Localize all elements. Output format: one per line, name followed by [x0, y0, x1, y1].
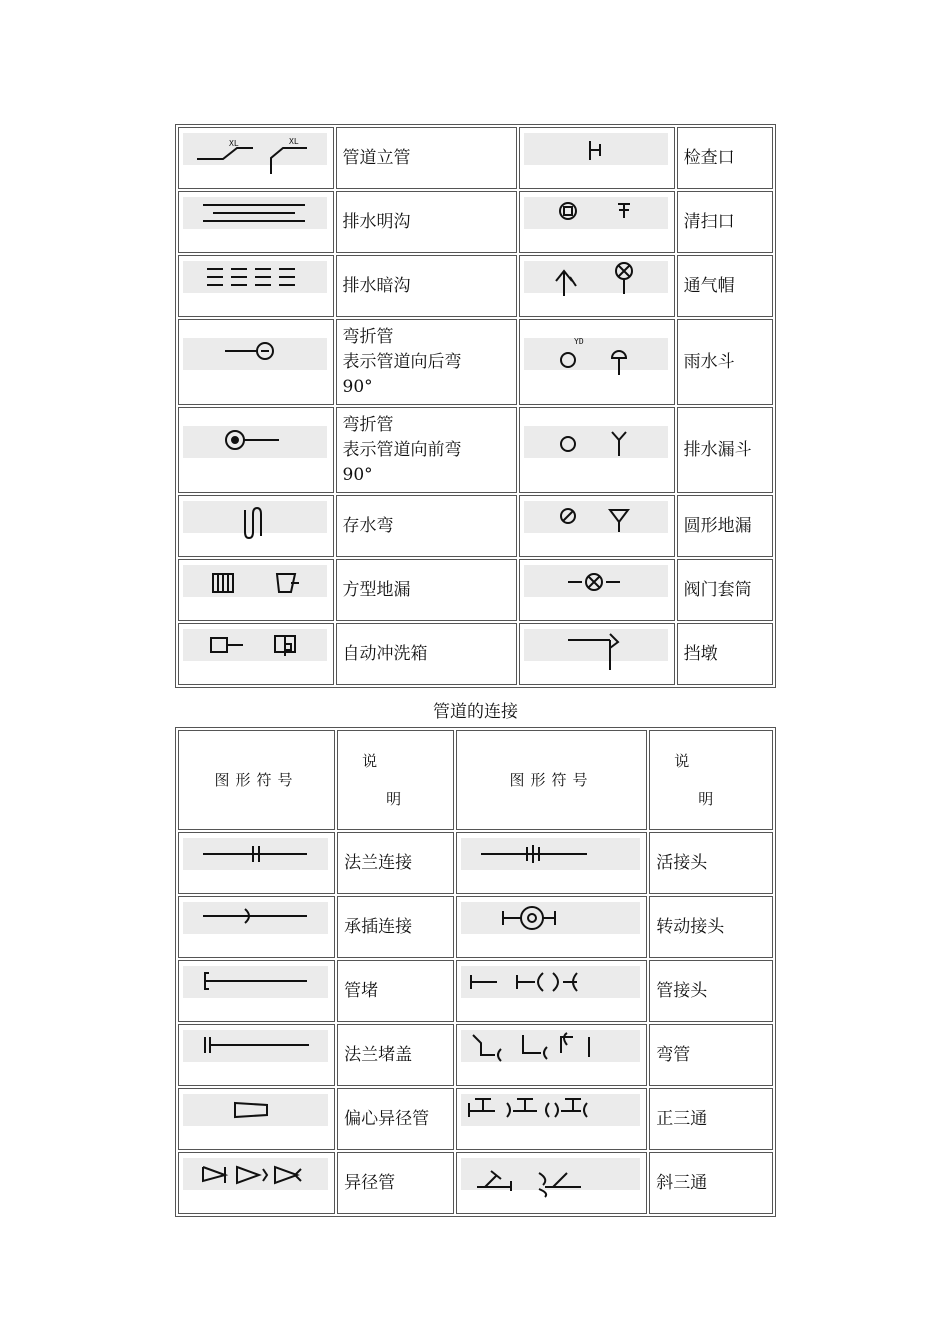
elbow-icon: [457, 1025, 646, 1087]
square-drain-symbol: [178, 559, 334, 621]
flange-cap-symbol: [178, 1024, 335, 1086]
svg-text:XL: XL: [229, 139, 239, 148]
socket-symbol: [178, 896, 335, 958]
plug-symbol: [178, 960, 335, 1022]
pipe-connection-table: [175, 727, 776, 1217]
round-drain-symbol: [519, 495, 675, 557]
svg-text:XL: XL: [289, 137, 299, 146]
open-ditch-icon: [179, 192, 334, 254]
label-cleanout: 清扫口: [677, 191, 773, 253]
label-square-drain: 方型地漏: [336, 559, 518, 621]
cleanout-port-symbol: [519, 191, 675, 253]
label-wye: 斜三通: [649, 1152, 773, 1214]
flange-symbol: [178, 832, 335, 894]
valve-sleeve-icon: [520, 560, 675, 622]
valve-sleeve-symbol: [519, 559, 675, 621]
round-drain-icon: [520, 496, 675, 558]
eccentric-reducer-icon: [179, 1089, 334, 1151]
label-covered-ditch: 排水暗沟: [336, 255, 518, 317]
label-socket: 承插连接: [337, 896, 454, 958]
label-flange: 法兰连接: [337, 832, 454, 894]
thrust-block-icon: [520, 624, 675, 686]
plug-icon: [179, 961, 334, 1023]
check-port-icon: [520, 128, 675, 190]
label-trap: 存水弯: [336, 495, 518, 557]
cleanout-symbol: [519, 127, 675, 189]
pipe-symbols-table: [175, 124, 776, 688]
wye-symbol: [456, 1152, 648, 1214]
elbow-front-symbol: [178, 407, 334, 493]
socket-icon: [179, 897, 334, 959]
label-vent-cap: 通气帽: [677, 255, 773, 317]
label-valve-sleeve: 阀门套筒: [677, 559, 773, 621]
label-riser: 管道立管: [336, 127, 518, 189]
header-desc-right: 说 明: [649, 730, 773, 830]
label-flange-cap: 法兰堵盖: [337, 1024, 454, 1086]
coupling-symbol: [456, 960, 648, 1022]
reducer-symbol: [178, 1152, 335, 1214]
header-desc-left: 说 明: [337, 730, 454, 830]
label-elbow-back: 弯折管 表示管道向后弯 90°: [336, 319, 518, 405]
label-plug: 管堵: [337, 960, 454, 1022]
square-drain-icon: [179, 560, 334, 622]
wye-icon: [457, 1153, 646, 1215]
label-tee: 正三通: [649, 1088, 773, 1150]
label-round-drain: 圆形地漏: [677, 495, 773, 557]
flush-tank-icon: [179, 624, 334, 686]
label-union: 活接头: [649, 832, 773, 894]
label-elbow: 弯管: [649, 1024, 773, 1086]
flush-tank-symbol: [178, 623, 334, 685]
header-symbol-left: 图形符号: [178, 730, 335, 830]
vent-cap-icon: [520, 256, 675, 318]
covered-ditch-icon: [179, 256, 334, 318]
union-icon: [457, 833, 646, 895]
tee-symbol: [456, 1088, 648, 1150]
cleanout-icon: [520, 192, 675, 254]
label-rotary-joint: 转动接头: [649, 896, 773, 958]
covered-ditch-symbol: [178, 255, 334, 317]
rotary-joint-icon: [457, 897, 646, 959]
elbow-symbol: [456, 1024, 648, 1086]
rain-funnel-symbol: [519, 319, 675, 405]
label-flush-tank: 自动冲洗箱: [336, 623, 518, 685]
elbow-front-icon: [179, 408, 334, 494]
header-symbol-right: 图形符号: [456, 730, 648, 830]
label-drain-funnel: 排水漏斗: [677, 407, 773, 493]
label-rain-funnel: 雨水斗: [677, 319, 773, 405]
connection-caption: 管道的连接: [433, 702, 518, 722]
riser-symbol: [178, 127, 334, 189]
label-eccentric-reducer: 偏心异径管: [337, 1088, 454, 1150]
riser-icon: [179, 128, 334, 190]
flange-cap-icon: [179, 1025, 334, 1087]
label-check-port: 检查口: [677, 127, 773, 189]
label-reducer: 异径管: [337, 1152, 454, 1214]
tee-icon: [457, 1089, 646, 1151]
rain-funnel-icon: [520, 320, 675, 406]
trap-icon: [179, 496, 334, 558]
eccentric-reducer-symbol: [178, 1088, 335, 1150]
trap-symbol: [178, 495, 334, 557]
svg-text:YD: YD: [574, 337, 584, 346]
label-elbow-front: 弯折管 表示管道向前弯 90°: [336, 407, 518, 493]
vent-cap-symbol: [519, 255, 675, 317]
elbow-back-icon: [179, 320, 334, 406]
open-ditch-symbol: [178, 191, 334, 253]
flange-icon: [179, 833, 334, 895]
drain-funnel-symbol: [519, 407, 675, 493]
thrust-block-symbol: [519, 623, 675, 685]
label-open-ditch: 排水明沟: [336, 191, 518, 253]
label-coupling: 管接头: [649, 960, 773, 1022]
elbow-back-symbol: [178, 319, 334, 405]
union-symbol: [456, 832, 648, 894]
coupling-icon: [457, 961, 646, 1023]
reducer-icon: [179, 1153, 334, 1215]
rotary-joint-symbol: [456, 896, 648, 958]
drain-funnel-icon: [520, 408, 675, 494]
label-thrust-block: 挡墩: [677, 623, 773, 685]
